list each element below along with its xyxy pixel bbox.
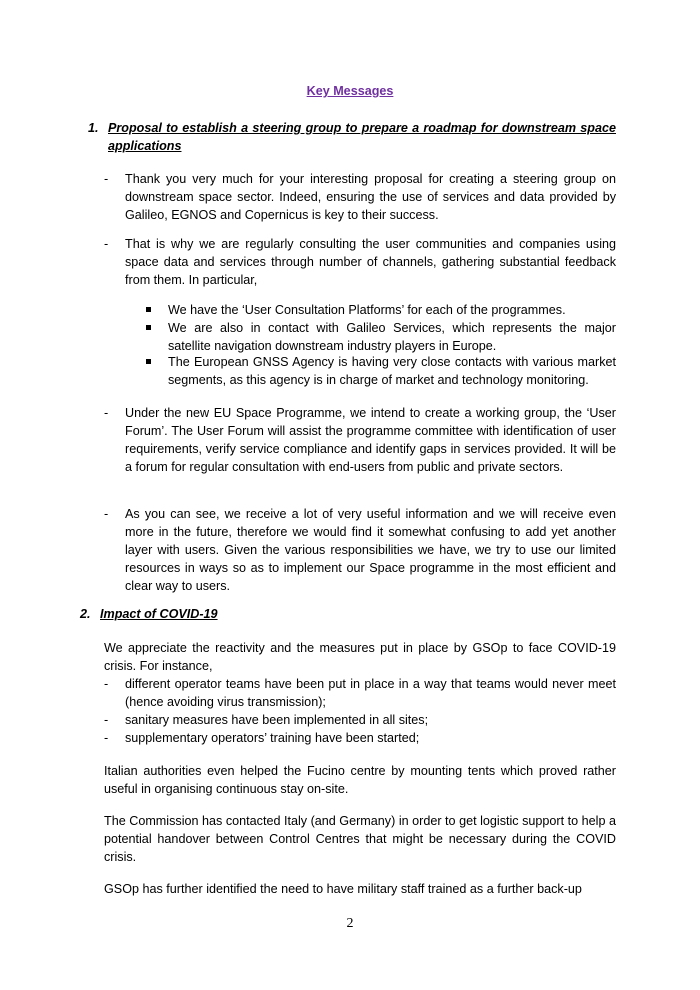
section-2-heading (80, 605, 616, 623)
section-2-number: 2. (80, 607, 91, 621)
bullet-item: We have the ‘User Consultation Platforms’ for each of the programmes. (146, 301, 616, 319)
section-1-number: 1. (88, 121, 99, 135)
page-title: Key Messages (306, 84, 394, 98)
list-item: - different operator teams have been put in place in a way that teams would never meet (hence avoiding virus transmission); (104, 677, 616, 709)
list-item: - Thank you very much for your interesting proposal for creating a steering group on downstream space sector. Indeed, ensuring the use of services and data provided by Galileo, EGNOS and Copernicus is key to their success. (104, 172, 616, 222)
paragraph: The Commission has contacted Italy (and Germany) in order to get logistic support to help a potential handover between Control Centres that might be necessary during the COVID crisis. (104, 814, 616, 864)
list-item: - That is why we are regularly consulting the user communities and companies using space data and services through number of channels, gathering substantial feedback from them. In particular, (104, 237, 616, 287)
dash-marker: - (104, 677, 109, 691)
list-item: - As you can see, we receive a lot of very useful information and we will receive even more in the future, therefore we would find it somewhat confusing to add yet another layer with users. Given the various responsibilities we have, we try to use our limited resources in ways so as to implement our Space programme in the most efficient and clear way to users. (104, 507, 616, 593)
dash-marker: - (104, 713, 109, 727)
section-1-title: Proposal to establish a steering group to prepare a roadmap for downstream space applications (108, 121, 616, 153)
dash-marker: - (104, 237, 109, 251)
dash-marker: - (104, 507, 109, 521)
square-bullet-icon (146, 359, 151, 364)
square-bullet-icon (146, 325, 151, 330)
list-item: - Under the new EU Space Programme, we intend to create a working group, the ‘User Forum’. The User Forum will assist the programme committee with identification of user requirements, verify service compliance and identify gaps in services provided. It will be a forum for regular consultation with end-users from public and private sectors. (104, 406, 616, 474)
dash-marker: - (104, 172, 109, 186)
list-item: - supplementary operators’ training have been started; (104, 731, 420, 745)
paragraph: Italian authorities even helped the Fucino centre by mounting tents which proved rather useful in organising continuous stay on-site. (104, 764, 616, 796)
bullet-item: The European GNSS Agency is having very close contacts with various market segments, as this agency is in charge of market and technology monitoring. (146, 353, 616, 389)
dash-marker: - (104, 731, 109, 745)
page-number: 2 (346, 916, 354, 931)
dash-marker: - (104, 406, 109, 420)
square-bullet-icon (146, 307, 151, 312)
paragraph: GSOp has further identified the need to have military staff trained as a further back-up (104, 882, 582, 896)
list-item: - sanitary measures have been implemented in all sites; (104, 713, 429, 727)
bullet-item: We are also in contact with Galileo Services, which represents the major satellite navigation downstream industry players in Europe. (146, 319, 616, 355)
paragraph: We appreciate the reactivity and the measures put in place by GSOp to face COVID-19 crisis. For instance, (104, 641, 616, 673)
section-1-heading (88, 119, 616, 155)
section-2-title: Impact of COVID-19 (100, 607, 218, 621)
